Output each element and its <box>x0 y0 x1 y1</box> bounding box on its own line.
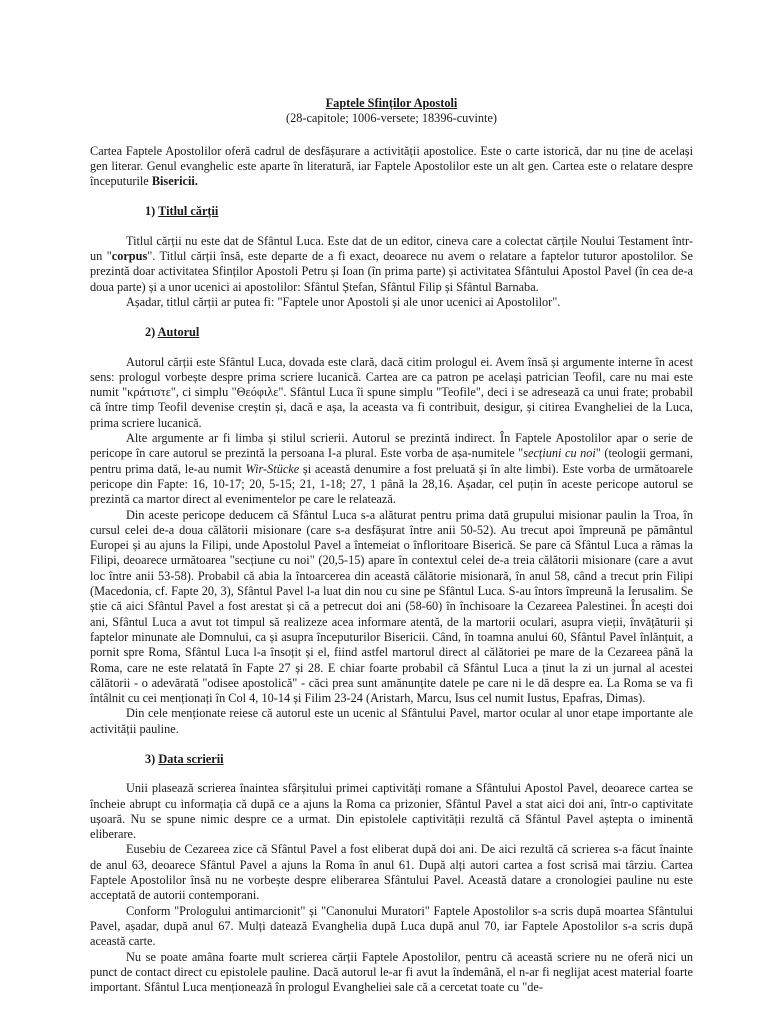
section-heading-date: 3) Data scrierii <box>145 751 224 766</box>
title-paragraph: Titlul cărții nu este dat de Sfântul Luca. Este dat de un editor, cineva care a colectat cărțile Noului Testament într-un "corpus". Titlul cărții însă, este departe de a fi exact, deoarece nu avem o relatare a faptelor tuturor apostolilor. Se prezintă doar activitatea Sfinților Apostoli Petru și Ioan (în prima parte) și activitatea Sfântului Apostol Pavel (în cea de-a doua parte) și a unor ucenici ai apostolilor: Sfântul Ștefan, Sfântul Filip și Sfântul Barnaba. <box>90 233 693 294</box>
author-paragraph: Din aceste pericope deducem că Sfântul Luca s-a alăturat pentru prima dată grupului misionar paulin la Troa, în cursul celei de-a doua călătorii misionare (care s-a desfășurat între anii 50-52). Au trecut apoi împreună pe pământul Europei și au ajuns la Filipi, unde Apostolul Pavel a întemeiat o înfloritoare Biserică. Se pare că Sfântul Luca a rămas la Filipi, deoarece următoarea "secțiune cu noi" (20,5-15) apare în contextul celei de-a treia călătorii misionare (care a avut loc între anii 53-58). Probabil că abia la întoarcerea din această călătorie misionară, în anul 58, când a trecut prin Filipi (Macedonia, cf. Fapte 20, 3), Sfântul Pavel l-a luat din nou cu sine pe Sfântul Luca. S-au întors împreună la Ierusalim. Se știe că aici Sfântul Pavel a fost arestat și că a petrecut doi ani (58-60) în închisoare la Cezareea Palestinei. În acești doi ani, Sfântul Luca a avut tot timpul să realizeze acea informare atentă, de la martorii oculari, asupra vieții, învățăturii și faptelor minunate ale Domnului, ca și asupra începuturilor Bisericii. Când, în toamna anului 60, Sfântul Pavel înlănțuit, a pornit spre Roma, Sfântul Luca l-a însoțit și el, fiind astfel martorul direct al călătoriei pe mare de la Cezareea până la Roma, care ne este relatată în Fapte 27 și 28. E chiar foarte probabil că Sfântul Luca a ținut la zi un jurnal al acestei călătorii - o adevărată "odisee apostolică" - căci prea sunt amănunțite datele pe care ni le dă despre ea. La Roma se va fi întâlnit cu cei menționați în Col 4, 10-14 și Filim 23-24 (Aristarh, Marcu, Isus cel numit Iustus, Epafras, Dimas). <box>90 507 693 706</box>
date-paragraph: Conform "Prologului antimarcionit" și "Canonului Muratori" Faptele Apostolilor s-a scris după moartea Sfântului Pavel, așadar, după anul 67. Mulți datează Evanghelia după Luca după anul 70, iar Faptele Apostolilor s-a scris după această carte. <box>90 903 693 949</box>
section-heading-title: 1) Titlul cărții <box>145 204 219 219</box>
date-paragraph: Unii plasează scrierea înaintea sfârșitului primei captivități romane a Sfântului Apostol Pavel, deoarece cartea se încheie abrupt cu informația că după ce a ajuns la Roma ca prizonier, Sfântul Pavel a stat aici doi ani, într-o captivitate ușoară. Nu se spune nimic despre ce a urmat. Din epistolele captivității rezultă că Sfântul Pavel aștepta o iminentă eliberare. <box>90 781 693 842</box>
title-paragraph: Așadar, titlul cărții ar putea fi: "Faptele unor Apostoli și ale unor ucenici ai Apostolilor". <box>126 294 561 309</box>
date-paragraph: Eusebiu de Cezareea zice că Sfântul Pavel a fost eliberat după doi ani. De aici rezultă că scrierea s-a făcut înainte de anul 63, deoarece Sfântul Pavel a ajuns la Roma în anul 61. După alți autori cartea a fost scrisă mai târziu. Cartea Faptele Apostolilor însă nu ne vorbește despre eliberarea Sfântului Pavel. Această datare a cronologiei pauline nu este acceptată de autorii contemporani. <box>90 842 693 903</box>
document-title: Faptele Sfinților Apostoli <box>325 96 458 110</box>
document-page <box>90 90 693 995</box>
intro-paragraph: Cartea Faptele Apostolilor oferă cadrul de desfășurare a activității apostolice. Este o carte istorică, dar nu ține de același gen literar. Genul evanghelic este aparte în literatură, iar Faptele Apostolilor este un alt gen. Cartea este o relatare despre începuturile Bisericii. <box>90 143 693 189</box>
section-heading-author: 2) Autorul <box>145 325 200 340</box>
author-paragraph: Alte argumente ar fi limba și stilul scrierii. Autorul se prezintă indirect. În Faptele Apostolilor apar o serie de pericope în care autorul se prezintă la persoana I-a plural. Este vorba de așa-numitele "secțiuni cu noi" (teologii germani, pentru prima dată, le-au numit Wir-Stücke și această denumire a fost preluată și în alte limbi). Este vorba de următoarele pericope din Fapte: 16, 10-17; 20, 5-15; 21, 1-18; 27, 1 până la 28,16. Așadar, cel puțin în aceste pericope autorul se prezintă ca martor direct al evenimentelor pe care le relatează. <box>90 431 694 507</box>
author-paragraph: Autorul cărții este Sfântul Luca, dovada este clară, dacă citim prologul ei. Avem însă și argumente interne în acest sens: prologul vorbește despre prima scriere lucanică. Cartea are ca patron pe același patrician Teofil, care nu mai este numit "κράτιστε", ci simplu "Θεόφιλε". Sfântul Luca îi spune simplu "Teofile", deci i se adresează ca unui frate; probabil că între timp Teofil devenise creștin și, dacă e așa, la aceasta va fi contribuit, desigur, și citirea Evangheliei de la Luca, prima scriere lucanică. <box>90 354 693 430</box>
author-paragraph: Din cele menționate reiese că autorul este un ucenic al Sfântului Pavel, martor ocular al unor etape importante ale activității pauline. <box>90 706 693 736</box>
date-paragraph: Nu se poate amâna foarte mult scrierea cărții Faptele Apostolilor, pentru că această scriere nu ne oferă nici un punct de contact direct cu epistolele pauline. Dacă autorul le-ar fi avut la îndemână, el n-ar fi neglijat acest material foarte important. Sfântul Luca menționează în prologul Evangheliei sale că a cercetat toate cu "de- <box>90 949 693 995</box>
document-subtitle: (28-capitole; 1006-versete; 18396-cuvinte) <box>285 111 498 126</box>
